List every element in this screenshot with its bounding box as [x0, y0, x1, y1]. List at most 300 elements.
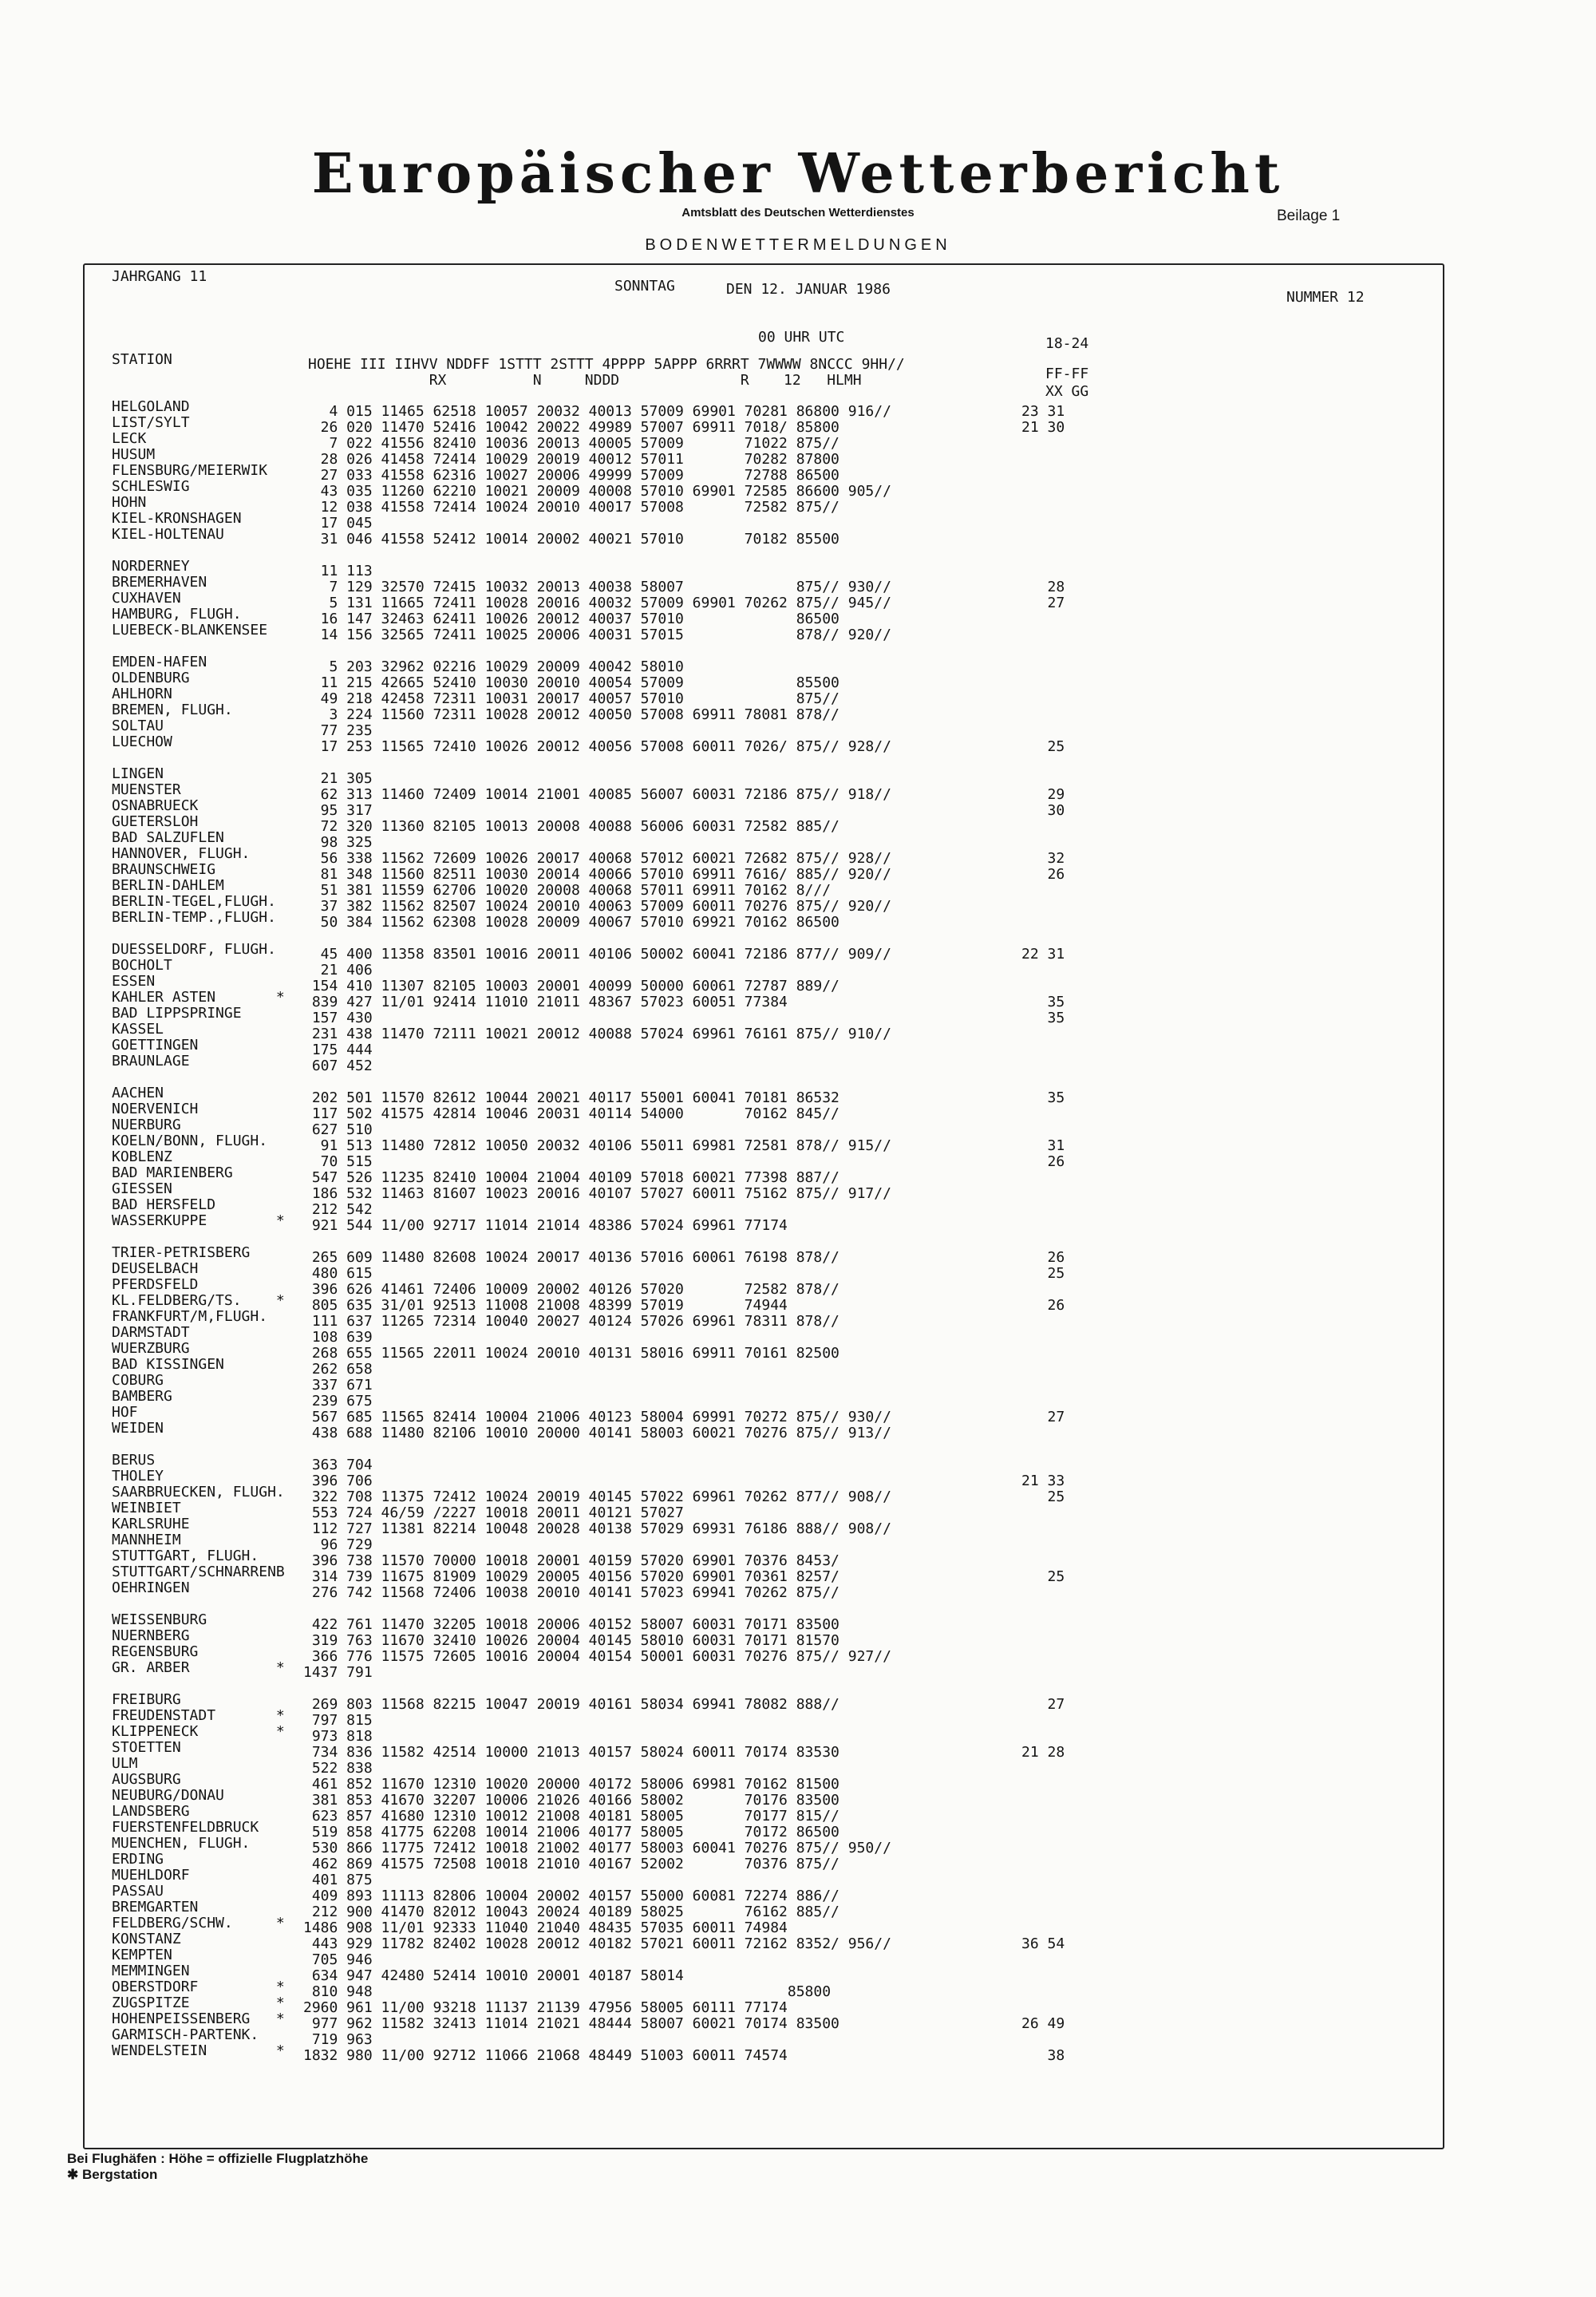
wind-extremes: 27	[1021, 1409, 1065, 1425]
station-name: ZUGSPITZE *	[112, 1995, 285, 2011]
observation-codes: 547 526 11235 82410 10004 21004 40109 57018 60021 77398 887//	[303, 1169, 839, 1186]
wind-extremes	[1021, 1665, 1065, 1681]
wind-extremes: 26	[1021, 1153, 1065, 1170]
wind-extremes	[1021, 1457, 1065, 1473]
observation-codes: 56 338 11562 72609 10026 20017 40068 57012 60021 72682 875// 928//	[303, 850, 891, 867]
station-name	[112, 926, 285, 942]
wind-extremes	[1021, 1218, 1065, 1234]
observation-codes: 319 763 11670 32410 10026 20004 40145 58010 60031 70171 81570	[303, 1632, 839, 1649]
observation-codes: 117 502 41575 42814 10046 20031 40114 54000 70162 845//	[303, 1105, 839, 1122]
footnote-airport-height: Bei Flughäfen : Höhe = offizielle Flugplatzhöhe	[67, 2151, 369, 2166]
station-name: WEINBIET	[112, 1500, 181, 1516]
wind-extremes	[1021, 1617, 1065, 1633]
station-name: BAD MARIENBERG	[112, 1164, 233, 1181]
wind-extremes: 26	[1021, 866, 1065, 883]
observation-codes: 462 869 41575 72508 10018 21010 40167 52002 70376 875//	[303, 1856, 839, 1872]
wind-extremes: 21 33	[1021, 1473, 1065, 1489]
observation-codes: 62 313 11460 72409 10014 21001 40085 56007 60031 72186 875// 918//	[303, 786, 891, 803]
observation-codes: 973 818	[303, 1728, 373, 1745]
observation-codes: 519 858 41775 62208 10014 21006 40177 58005 70172 86500	[303, 1824, 839, 1840]
station-name: WEIDEN	[112, 1420, 164, 1437]
beilage-label: Beilage 1	[1277, 208, 1341, 224]
station-name	[112, 543, 285, 559]
station-name: OBERSTDORF *	[112, 1979, 285, 1995]
observation-codes: 212 542	[303, 1201, 373, 1218]
station-column	[112, 399, 285, 2059]
wind-extremes	[1021, 1809, 1065, 1825]
wind-extremes: 30	[1021, 802, 1065, 819]
observation-codes: 45 400 11358 83501 10016 20011 40106 50002 60041 72186 877// 909//	[303, 946, 891, 963]
wind-extremes	[1021, 755, 1065, 771]
station-name	[112, 1069, 285, 1085]
observation-codes: 21 305	[303, 770, 373, 787]
wind-extremes: 35	[1021, 1010, 1065, 1026]
observation-time: 00 UHR UTC	[758, 329, 845, 346]
code-column-header: HOEHE III IIHVV NDDFF 1STTT 2STTT 4PPPP 5APPP 6RRRT 7WWWW 8NCCC 9HH//	[308, 356, 905, 373]
wind-extremes	[1021, 1362, 1065, 1378]
wind-extremes	[1021, 1441, 1065, 1457]
station-name: NOERVENICH	[112, 1101, 199, 1117]
station-name: REGENSBURG	[112, 1643, 199, 1660]
observation-codes: 322 708 11375 72412 10024 20019 40145 57022 69961 70262 877// 908//	[303, 1489, 891, 1505]
station-name: HAMBURG, FLUGH.	[112, 606, 242, 623]
observation-codes: 553 724 46/59 /2227 10018 20011 40121 57027	[303, 1504, 684, 1521]
station-name: WEISSENBURG	[112, 1611, 207, 1628]
observation-codes: 72 320 11360 82105 10013 20008 40088 56006 60031 72582 885//	[303, 818, 839, 835]
station-name: MUEHLDORF	[112, 1867, 190, 1884]
wind-extremes	[1021, 516, 1065, 532]
station-name: WENDELSTEIN *	[112, 2042, 285, 2059]
station-name: BERLIN-TEGEL,FLUGH.	[112, 893, 276, 910]
station-name: SCHLESWIG	[112, 478, 190, 495]
observation-codes: 17 045	[303, 515, 373, 532]
wind-extremes: 26	[1021, 1249, 1065, 1266]
observation-codes: 7 129 32570 72415 10032 20013 40038 58007 875// 930//	[303, 579, 891, 595]
wind-extremes	[1021, 627, 1065, 643]
station-name: HELGOLAND	[112, 398, 190, 415]
station-name: BERLIN-TEMP.,FLUGH.	[112, 909, 276, 926]
wind-extremes	[1021, 1761, 1065, 1777]
station-name: AHLHORN	[112, 686, 172, 702]
observation-codes: 567 685 11565 82414 10004 21006 40123 58004 69991 70272 875// 930//	[303, 1409, 891, 1425]
wind-extremes	[1021, 1170, 1065, 1186]
extra-column	[1021, 404, 1065, 2064]
observation-codes: 26 020 11470 52416 10042 20022 49989 57007 69911 7018/ 85800	[303, 419, 839, 436]
wind-extremes	[1021, 1968, 1065, 1984]
observation-codes: 268 655 11565 22011 10024 20010 40131 58016 69911 70161 82500	[303, 1345, 839, 1362]
station-name: AACHEN	[112, 1085, 164, 1101]
station-name: BERLIN-DAHLEM	[112, 877, 224, 894]
station-name: PASSAU	[112, 1883, 164, 1900]
observation-codes: 839 427 11/01 92414 11010 21011 48367 57023 60051 77384	[303, 994, 788, 1010]
observation-codes: 522 838	[303, 1760, 373, 1777]
extra-column-header: FF-FF	[1045, 366, 1089, 382]
wind-extremes	[1021, 1601, 1065, 1617]
observation-codes: 396 738 11570 70000 10018 20001 40159 57020 69901 70376 8453/	[303, 1552, 839, 1569]
wind-extremes	[1021, 691, 1065, 707]
station-name: FELDBERG/SCHW. *	[112, 1915, 285, 1931]
station-name: GR. ARBER *	[112, 1659, 285, 1676]
observation-codes: 17 253 11565 72410 10026 20012 40056 57008 60011 7026/ 875// 928//	[303, 738, 891, 755]
observation-codes	[303, 1601, 891, 1617]
observation-codes: 276 742 11568 72406 10038 20010 40141 57023 69941 70262 875//	[303, 1584, 839, 1601]
wind-extremes: 35	[1021, 994, 1065, 1010]
station-name: BOCHOLT	[112, 957, 172, 974]
wind-extremes	[1021, 883, 1065, 899]
station-name: LANDSBERG	[112, 1803, 190, 1820]
station-name: GARMISCH-PARTENK.	[112, 2026, 259, 2043]
wind-extremes	[1021, 1058, 1065, 1074]
wind-extremes	[1021, 1681, 1065, 1697]
station-name: NUERBURG	[112, 1117, 181, 1133]
station-name: HOF	[112, 1404, 138, 1421]
wind-extremes	[1021, 1537, 1065, 1553]
observation-codes: 202 501 11570 82612 10044 20021 40117 55001 60041 70181 86532	[303, 1089, 839, 1106]
observation-codes	[303, 931, 891, 947]
wind-extremes	[1021, 899, 1065, 915]
station-name: KAHLER ASTEN *	[112, 989, 285, 1006]
wind-extremes	[1021, 771, 1065, 787]
wind-extremes: 25	[1021, 1489, 1065, 1505]
station-name: KL.FELDBERG/TS. *	[112, 1292, 285, 1309]
wind-extremes	[1021, 611, 1065, 627]
observation-codes: 337 671	[303, 1377, 373, 1394]
wind-extremes	[1021, 1825, 1065, 1840]
wind-extremes	[1021, 723, 1065, 739]
observation-codes: 734 836 11582 42514 10000 21013 40157 58024 60011 70174 83530	[303, 1744, 839, 1761]
station-name: HOHENPEISSENBERG *	[112, 2010, 285, 2027]
observation-codes: 7 022 41556 82410 10036 20013 40005 57009 71022 875//	[303, 435, 839, 452]
station-name	[112, 750, 285, 766]
wind-extremes	[1021, 548, 1065, 563]
observation-codes: 480 615	[303, 1265, 373, 1282]
wind-extremes	[1021, 1713, 1065, 1729]
wind-extremes: 25	[1021, 738, 1065, 755]
wind-extremes: 22 31	[1021, 946, 1065, 963]
observation-codes: 70 515	[303, 1153, 373, 1170]
observation-codes: 112 727 11381 82214 10048 20028 40138 57029 69931 76186 888// 908//	[303, 1520, 891, 1537]
wind-extremes: 36 54	[1021, 1935, 1065, 1952]
station-name: ERDING	[112, 1851, 164, 1868]
observation-codes: 4 015 11465 62518 10057 20032 40013 57009 69901 70281 86800 916//	[303, 403, 891, 420]
wind-extremes	[1021, 819, 1065, 835]
observation-codes: 77 235	[303, 722, 373, 739]
observation-codes: 5 203 32962 02216 10029 20009 40042 58010	[303, 658, 684, 675]
station-name: NORDERNEY	[112, 558, 190, 575]
observation-codes: 363 704	[303, 1457, 373, 1473]
wind-extremes	[1021, 978, 1065, 994]
station-name: BAD LIPPSPRINGE	[112, 1005, 242, 1022]
wind-extremes	[1021, 931, 1065, 947]
station-name: BREMGARTEN	[112, 1899, 199, 1915]
wind-extremes	[1021, 1793, 1065, 1809]
station-name: FUERSTENFELDBRUCK	[112, 1819, 259, 1836]
wind-extremes	[1021, 532, 1065, 548]
station-name: KOBLENZ	[112, 1148, 172, 1165]
wind-extremes: 28	[1021, 579, 1065, 595]
station-name	[112, 1437, 285, 1453]
station-name: BREMERHAVEN	[112, 574, 207, 591]
station-name: EMDEN-HAFEN	[112, 654, 207, 670]
observation-codes: 366 776 11575 72605 10016 20004 40154 50001 60031 70276 875// 927//	[303, 1648, 891, 1665]
observation-codes: 31 046 41558 52412 10014 20002 40021 57010 70182 85500	[303, 531, 839, 548]
observation-codes: 108 639	[303, 1329, 373, 1346]
observation-codes	[303, 1074, 891, 1090]
observation-codes: 49 218 42458 72311 10031 20017 40057 57010 875//	[303, 690, 839, 707]
observation-codes	[303, 1681, 891, 1697]
wind-extremes	[1021, 1425, 1065, 1441]
wind-extremes	[1021, 468, 1065, 484]
observation-codes: 239 675	[303, 1393, 373, 1409]
observation-codes: 607 452	[303, 1058, 373, 1074]
observation-codes	[303, 1234, 891, 1250]
section-title: BODENWETTERMELDUNGEN	[645, 236, 951, 254]
wind-extremes	[1021, 1186, 1065, 1202]
observation-codes: 443 929 11782 82402 10028 20012 40182 57021 60011 72162 8352/ 956//	[303, 1935, 891, 1952]
observation-codes: 11 113	[303, 563, 373, 579]
station-name: MUENSTER	[112, 781, 181, 798]
extra-column-subheader: XX GG	[1045, 383, 1089, 400]
wind-extremes: 26 49	[1021, 2015, 1065, 2032]
station-name	[112, 1229, 285, 1245]
station-name: OLDENBURG	[112, 670, 190, 686]
wind-extremes	[1021, 1649, 1065, 1665]
observation-codes: 16 147 32463 62411 10026 20012 40037 57010 86500	[303, 611, 839, 627]
wind-extremes	[1021, 1026, 1065, 1042]
observation-codes: 409 893 11113 82806 10004 20002 40157 55000 60081 72274 886//	[303, 1888, 839, 1904]
station-name: ESSEN	[112, 973, 156, 990]
masthead-title: Europäischer Wetterbericht	[311, 142, 1285, 206]
masthead-subtitle: Amtsblatt des Deutschen Wetterdienstes	[681, 206, 915, 219]
wind-extremes	[1021, 1920, 1065, 1936]
station-name: LINGEN	[112, 765, 164, 782]
station-name	[112, 1676, 285, 1692]
observation-codes: 262 658	[303, 1361, 373, 1378]
observation-codes: 401 875	[303, 1872, 373, 1888]
station-name: SAARBRUECKEN, FLUGH.	[112, 1484, 285, 1500]
wind-extremes	[1021, 1633, 1065, 1649]
wind-extremes	[1021, 1729, 1065, 1745]
wind-extremes	[1021, 1074, 1065, 1090]
observation-codes: 14 156 32565 72411 10025 20006 40031 57015 878// 920//	[303, 627, 891, 643]
code-column-subheader: RX N NDDD R 12 HLMH	[308, 372, 862, 389]
wind-extremes: 25	[1021, 1568, 1065, 1585]
observation-codes: 396 706	[303, 1473, 373, 1489]
observation-codes: 186 532 11463 81607 10023 20016 40107 57027 60011 75162 875// 917//	[303, 1185, 891, 1202]
observation-codes: 175 444	[303, 1042, 373, 1058]
observation-codes	[303, 643, 891, 659]
wind-extremes	[1021, 1888, 1065, 1904]
observation-codes: 461 852 11670 12310 10020 20000 40172 58006 69981 70162 81500	[303, 1776, 839, 1793]
station-name: LIST/SYLT	[112, 414, 190, 431]
observation-codes: 634 947 42480 52414 10010 20001 40187 58014	[303, 1967, 684, 1984]
station-name: KASSEL	[112, 1021, 164, 1038]
wind-extremes	[1021, 563, 1065, 579]
observation-codes: 265 609 11480 82608 10024 20017 40136 57016 60061 76198 878//	[303, 1249, 839, 1266]
wind-extremes	[1021, 1202, 1065, 1218]
observation-codes: 5 131 11665 72411 10028 20016 40032 57009 69901 70262 875// 945//	[303, 595, 891, 611]
wind-extremes	[1021, 835, 1065, 851]
wind-extremes	[1021, 1840, 1065, 1856]
footnote-mountain-station: ✱ Bergstation	[67, 2167, 158, 2182]
observation-codes: 96 729	[303, 1536, 373, 1553]
observation-codes: 921 544 11/00 92717 11014 21014 48386 57024 69961 77174	[303, 1217, 788, 1234]
observation-codes	[303, 1441, 891, 1457]
wind-extremes: 29	[1021, 786, 1065, 803]
station-name: NUERNBERG	[112, 1627, 190, 1644]
station-name	[112, 1596, 285, 1612]
station-name: MUENCHEN, FLUGH.	[112, 1835, 251, 1852]
station-name: DUESSELDORF, FLUGH.	[112, 941, 276, 958]
station-name: BAD KISSINGEN	[112, 1356, 224, 1373]
wind-extremes	[1021, 1553, 1065, 1569]
observation-codes: 50 384 11562 62308 10028 20009 40067 57010 69921 70162 86500	[303, 914, 839, 931]
station-name: HOHN	[112, 494, 147, 511]
wind-extremes: 25	[1021, 1265, 1065, 1282]
station-name: WASSERKUPPE *	[112, 1212, 285, 1229]
station-name: ULM	[112, 1755, 138, 1772]
observation-codes: 21 406	[303, 962, 373, 978]
observation-codes: 98 325	[303, 834, 373, 851]
station-name: SOLTAU	[112, 718, 164, 734]
observation-codes: 269 803 11568 82215 10047 20019 40161 58034 69941 78082 888//	[303, 1696, 839, 1713]
observation-codes: 91 513 11480 72812 10050 20032 40106 55011 69981 72581 878// 915//	[303, 1137, 891, 1154]
station-name: MANNHEIM	[112, 1532, 181, 1548]
observation-codes: 977 962 11582 32413 11014 21021 48444 58007 60021 70174 83500	[303, 2015, 839, 2032]
observation-codes: 396 626 41461 72406 10009 20002 40126 57020 72582 878//	[303, 1281, 839, 1298]
station-name: NEUBURG/DONAU	[112, 1787, 224, 1804]
wind-extremes	[1021, 1394, 1065, 1409]
wind-extremes: 27	[1021, 1696, 1065, 1713]
wind-extremes	[1021, 675, 1065, 691]
wind-extremes	[1021, 1346, 1065, 1362]
wind-extremes	[1021, 1106, 1065, 1122]
wind-extremes	[1021, 2032, 1065, 2048]
station-name: KOELN/BONN, FLUGH.	[112, 1133, 268, 1149]
wind-extremes	[1021, 1282, 1065, 1298]
station-name: GUETERSLOH	[112, 813, 199, 830]
wind-extremes: 35	[1021, 1089, 1065, 1106]
station-name: KARLSRUHE	[112, 1516, 190, 1532]
station-name: BRAUNLAGE	[112, 1053, 190, 1069]
wind-extremes: 27	[1021, 595, 1065, 611]
wind-extremes	[1021, 1521, 1065, 1537]
observation-codes: 154 410 11307 82105 10003 20001 40099 50000 60061 72787 889//	[303, 978, 839, 994]
observation-codes: 2960 961 11/00 93218 11137 21139 47956 58005 60111 77174	[303, 1999, 788, 2016]
issue-number: NUMMER 12	[1286, 289, 1365, 306]
station-name: HUSUM	[112, 446, 156, 463]
observation-codes: 438 688 11480 82106 10010 20000 40141 58003 60021 70276 875// 913//	[303, 1425, 891, 1441]
station-name: THOLEY	[112, 1468, 164, 1485]
station-name: KIEL-HOLTENAU	[112, 526, 224, 543]
wind-extremes: 21 28	[1021, 1744, 1065, 1761]
station-name: FREUDENSTADT *	[112, 1707, 285, 1724]
station-name: KEMPTEN	[112, 1947, 172, 1963]
wind-extremes: 32	[1021, 850, 1065, 867]
station-name: FRANKFURT/M,FLUGH.	[112, 1308, 268, 1325]
weekday-label: SONNTAG	[614, 278, 675, 295]
observation-codes: 805 635 31/01 92513 11008 21008 48399 57019 74944	[303, 1297, 788, 1314]
station-name: GOETTINGEN	[112, 1037, 199, 1054]
wind-extremes: 38	[1021, 2047, 1065, 2064]
wind-extremes	[1021, 643, 1065, 659]
wind-extremes: 21 30	[1021, 419, 1065, 436]
observation-codes: 81 348 11560 82511 10030 20014 40066 57010 69911 7616/ 885// 920//	[303, 866, 891, 883]
observation-codes: 623 857 41680 12310 10012 21008 40181 58005 70177 815//	[303, 1808, 839, 1825]
observation-codes: 705 946	[303, 1951, 373, 1968]
wind-extremes	[1021, 915, 1065, 931]
station-name: HANNOVER, FLUGH.	[112, 845, 251, 862]
station-name: LECK	[112, 430, 147, 447]
observation-codes: 381 853 41670 32207 10006 21026 40166 58002 70176 83500	[303, 1792, 839, 1809]
wind-extremes	[1021, 436, 1065, 452]
station-name: DEUSELBACH	[112, 1260, 199, 1277]
station-name: OEHRINGEN	[112, 1579, 190, 1596]
observation-codes: 530 866 11775 72412 10018 21002 40177 58003 60041 70276 875// 950//	[303, 1840, 891, 1856]
wind-extremes	[1021, 1585, 1065, 1601]
observation-codes: 11 215 42665 52410 10030 20010 40054 57009 85500	[303, 674, 839, 691]
station-name: BAD SALZUFLEN	[112, 829, 224, 846]
wind-extremes	[1021, 963, 1065, 978]
observation-codes: 231 438 11470 72111 10021 20012 40088 57024 69961 76161 875// 910//	[303, 1026, 891, 1042]
observation-codes: 1832 980 11/00 92712 11066 21068 48449 51003 60011 74574	[303, 2047, 788, 2064]
wind-extremes	[1021, 659, 1065, 675]
period-label: 18-24	[1045, 335, 1089, 352]
wind-extremes	[1021, 1042, 1065, 1058]
observation-codes: 3 224 11560 72311 10028 20012 40050 57008 69911 78081 878//	[303, 706, 839, 723]
station-name: STUTTGART, FLUGH.	[112, 1548, 259, 1564]
observation-codes: 27 033 41558 62316 10027 20006 49999 57009 72788 86500	[303, 467, 839, 484]
wind-extremes	[1021, 707, 1065, 723]
station-name: DARMSTADT	[112, 1324, 190, 1341]
station-name: BREMEN, FLUGH.	[112, 702, 233, 718]
station-name: BRAUNSCHWEIG	[112, 861, 216, 878]
wind-extremes	[1021, 1378, 1065, 1394]
observation-codes: 157 430	[303, 1010, 373, 1026]
wind-extremes	[1021, 500, 1065, 516]
wind-extremes	[1021, 1952, 1065, 1968]
observation-codes	[303, 755, 891, 771]
station-name: MEMMINGEN	[112, 1963, 190, 1979]
code-column	[303, 404, 891, 2064]
wind-extremes	[1021, 1122, 1065, 1138]
observation-codes: 111 637 11265 72314 10040 20027 40124 57026 69961 78311 878//	[303, 1313, 839, 1330]
station-name: STUTTGART/SCHNARRENB	[112, 1564, 285, 1580]
wind-extremes	[1021, 1505, 1065, 1521]
wind-extremes	[1021, 1904, 1065, 1920]
station-name: WUERZBURG	[112, 1340, 190, 1357]
wind-extremes: 23 31	[1021, 403, 1065, 420]
wind-extremes	[1021, 1777, 1065, 1793]
station-name: LUEBECK-BLANKENSEE	[112, 622, 268, 638]
wind-extremes	[1021, 1872, 1065, 1888]
observation-codes: 797 815	[303, 1712, 373, 1729]
station-name: GIESSEN	[112, 1180, 172, 1197]
observation-codes: 43 035 11260 62210 10021 20009 40008 57010 69901 72585 86600 905//	[303, 483, 891, 500]
wind-extremes: 26	[1021, 1297, 1065, 1314]
wind-extremes	[1021, 1330, 1065, 1346]
station-name: BERUS	[112, 1452, 156, 1469]
station-name: AUGSBURG	[112, 1771, 181, 1788]
station-name: TRIER-PETRISBERG	[112, 1244, 251, 1261]
wind-extremes: 31	[1021, 1137, 1065, 1154]
wind-extremes	[1021, 1314, 1065, 1330]
station-name: FREIBURG	[112, 1691, 181, 1708]
station-name: OSNABRUECK	[112, 797, 199, 814]
wind-extremes	[1021, 484, 1065, 500]
observation-codes: 212 900 41470 82012 10043 20024 40189 58025 76162 885//	[303, 1904, 839, 1920]
jahrgang-label: JAHRGANG 11	[112, 268, 207, 285]
